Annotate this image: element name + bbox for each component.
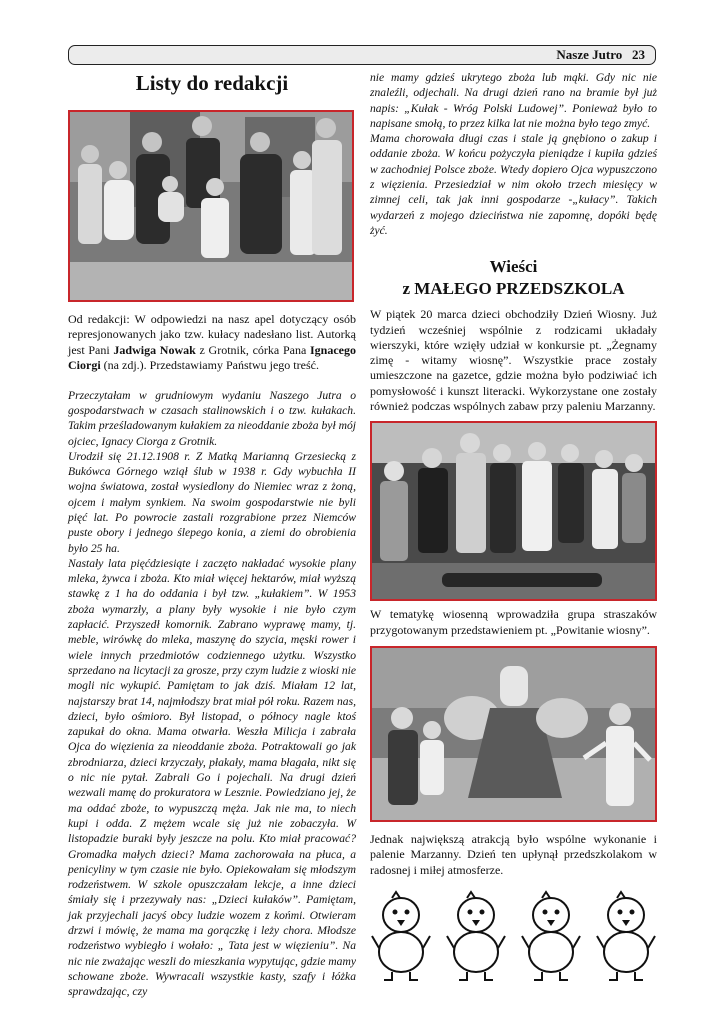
news-title <box>370 256 657 300</box>
chick-illustrations <box>370 890 657 985</box>
page-header: Nasze Jutro 23 <box>556 47 645 62</box>
chick-illustration-3 <box>520 890 582 982</box>
article-title: Listy do redakcji <box>135 71 289 95</box>
family-photo <box>68 110 354 302</box>
letter-continuation-2: Mama chorowała długi czas i stale ją gnębiono o zakup i oddanie zboża. W końcu pożyczyła pieniądze i kupiła gdzieś w zachodniej Polsce zboże. Wtedy dopiero Ojca wypuszczono z więzienia. Przesiedział w nim około trzech miesięcy w zimnej celi, tak jak inni gospodarze -„kułacy”. Takich wydarzeń z mojego dzieciństwa nie zapomnę, dopóki będę żyć. <box>370 132 657 237</box>
news-title-line-1: Wieści <box>489 257 538 277</box>
editorial-intro <box>68 312 356 374</box>
children-singing-graphic <box>372 423 655 599</box>
intro-name-jadwiga: Jadwiga Nowak <box>113 342 196 357</box>
intro-name-ignacy: Ignacego Ciorgi <box>68 342 356 373</box>
chick-illustration-4 <box>595 890 657 982</box>
news-title-line-2: z MAŁEGO PRZEDSZKOLA <box>402 279 625 299</box>
photo-caption-1: W tematykę wiosenną wprowadziła grupa straszaków przygotowanym przedstawieniem pt. „Powitanie wiosny”. <box>370 607 657 637</box>
letter-continuation-1: nie mamy gdzieś ukrytego zboża lub mąki. Gdy nic nie znaleźli, odjechali. Na drugi dzień rano na bramie był już napis: „Kułak - Wróg Polski Ludowej”. Ponieważ było to napisane smołą, to przez kilka lat nie można było tego zmyć. <box>370 71 657 130</box>
kindergarten-photo-2 <box>370 646 657 822</box>
right-column <box>370 70 657 985</box>
left-column <box>68 70 356 1000</box>
letter-paragraph-2: Urodził się 21.12.1908 r. Z Matką Marianną Grzesiecką z Bukówca Górnego wziął ślub w 1938 r. Gdy wybuchła II wojna światowa, został wysiedlony do Niemiec wraz z żoną, ojcem i małym synkiem. Na swoim gospodarstwie nie byli pięć lat. Po powrocie zastali rozgrabione przez Niemców puste obory i jednego ślepego konia, a ziemi do obrobienia było 25 ha. <box>68 449 356 555</box>
intro-text-a: Od redakcji: W odpowiedzi na nasz apel dotyczący osób represjonowanych jako tzw. kułacy nadesłano list. Autorką jest Pani <box>68 312 356 357</box>
letter-paragraph-1: Przeczytałam w grudniowym wydaniu Naszego Jutra o gospodarstwach w czasach stalinowskich i o tzw. kułakach. Takim prześladowanym kułakiem za nieoddanie zboża był mój ojciec, Ignacy Ciorga z Grotnik. <box>68 388 356 448</box>
family-photo-graphic <box>70 112 352 300</box>
chick-illustration-2 <box>445 890 507 982</box>
photo-caption-2: Jednak największą atrakcją było wspólne wykonanie i palenie Marzanny. Dzień ten upłynął przedszkolakom w radosnej i miłej atmosferze. <box>370 831 657 877</box>
intro-text-b: z Grotnik, córka Pana <box>195 342 310 357</box>
letter-paragraph-3: Nastały lata pięćdziesiąte i zaczęto nakładać wysokie plany mleka, żywca i zboża. Kto miał więcej hektarów, miał wyższą stawkę z 1 ha do oddania i był tzw. „kułakiem”. W 1953 zboża wymarzły, a plany były wysokie i nie było czym zapłacić. Przyszedł komornik. Zabrano wyprawę mamy, tj. meble, wirówkę do mleka, maszynę do szycia, męski rower i wiele innych przedmiotów codziennego użytku. Wszystko sprzedano na licytacji za grosze, przy czym ludzie z wioski nie mogli nic wykupić. Pamiętam to jak dziś. Miałam 12 lat, najstarszy brat 14, najmłodszy brat miał pół roku. Razem nas, dzieci, było ośmioro. Był listopad, o północy nagle ktoś zapukał do okna. Mama otwarła. Weszła Milicja i zabrała Ojca do więzienia za nieoddanie zboża. Potraktowali go jak zbrodniarza, dzieci krzyczały, płakały, mama błagała, nikt się o nic nie pytał. Zabrali Go i pojechali. Na drugi dzień wezwali mamę do prokuratora w Lesznie. Powiedziano jej, że ma oddać zboże, to wypuszczą męża. Jak nie ma, to niech kupi i odda. Z mężem wcale się już nie zobaczyła. W listopadzie buraki były jeszcze na polu. Kto miał pracować? Gromadka małych dzieci? Mama zachorowała na płuca, a penicyliny w tym czasie nie było. Opiekowałam się młodszym rodzeństwem. W szkole opuszczałam lekcje, a inne dzieci śmiały się i przezywały nas: „Dzieci kułaków”. Pamiętam, jak przyjechali jacyś obcy ludzie wozem z końmi. Otwieram drzwi i mówię, że mama ma gorączkę i leży chora. Młodsze rodzeństwo wybiegło i wołało: „ Tata jest w więzieniu”. Na nic nie zważając weszli do mieszkania wypytując, gdzie mamy schowane zboże. Wywracali wszystkie kasty, szafy i łóżka sprawdzając, czy <box>68 556 356 999</box>
header-bar <box>68 45 656 65</box>
chick-illustration-1 <box>370 890 432 982</box>
news-body: W piątek 20 marca dzieci obchodziły Dzień Wiosny. Już tydzień wcześniej wspólnie z rodzicami układały wierszyki, które wzięły udział w konkursie pt. „Żegnamy zimę - witamy wiosnę”. Wszystkie prace zostały umieszczone na gazetce, gdzie można było podziwiać ich pomysłowość i kunszt literacki. Wykorzystane one zostały również podczas wspólnych zabaw przy paleniu Marzanny. <box>370 307 657 414</box>
kindergarten-photo-1 <box>370 421 657 601</box>
marzanna-graphic <box>372 648 655 820</box>
intro-text-c: (na zdj.). Przedstawiamy Państwu jego treść. <box>100 358 319 373</box>
